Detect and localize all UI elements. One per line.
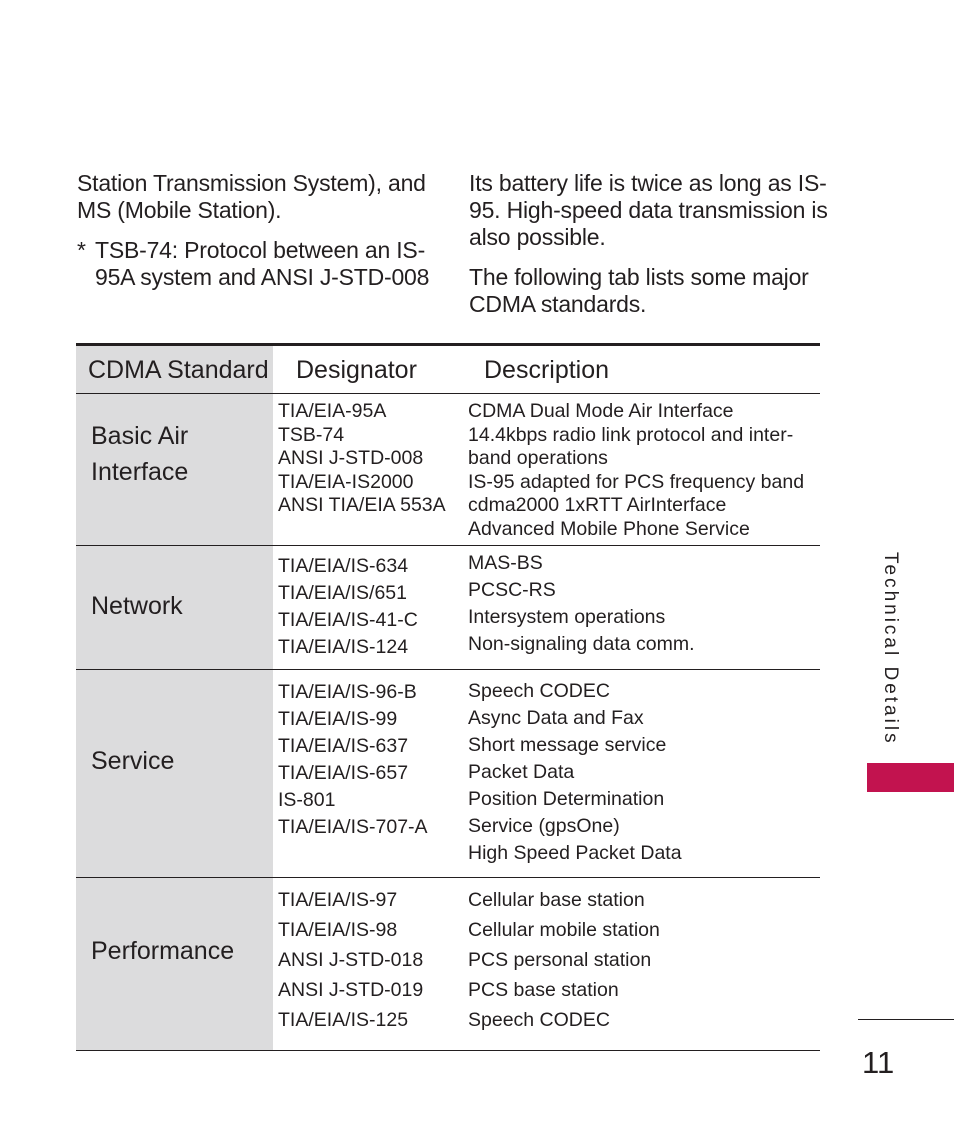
category-label <box>91 418 188 490</box>
description-item: Non-signaling data comm. <box>468 633 695 655</box>
description-item: CDMA Dual Mode Air Interface <box>468 400 734 422</box>
category-label-line: Performance <box>91 937 235 965</box>
category-label-line: Service <box>91 747 175 775</box>
left-text-column <box>77 170 437 291</box>
description-item: PCSC-RS <box>468 579 556 601</box>
designator-item: TIA/EIA/IS-637 <box>278 735 409 757</box>
header-designator: Designator <box>296 356 417 384</box>
description-item: Cellular base station <box>468 889 645 911</box>
designator-item: TIA/EIA/IS/651 <box>278 582 407 604</box>
page-number-rule <box>858 1019 954 1020</box>
description-list <box>468 885 818 1035</box>
category-label-line: Interface <box>91 458 189 486</box>
page-number: 11 <box>862 1045 895 1080</box>
designator-item: TIA/EIA/IS-96-B <box>278 681 417 703</box>
description-item: Position Determination <box>468 788 665 810</box>
table-row <box>76 394 820 546</box>
designator-item: ANSI TIA/EIA 553A <box>278 494 446 517</box>
section-tab-marker <box>867 763 954 792</box>
category-cell <box>76 878 273 1050</box>
description-item: Service (gpsOne) <box>468 815 620 837</box>
description-item: Advanced Mobile Phone Service <box>468 517 750 540</box>
description-item: IS-95 adapted for PCS frequency band <box>468 470 805 493</box>
table-header-row <box>76 343 820 394</box>
table-row <box>76 546 820 670</box>
category-label <box>91 933 234 969</box>
intro-right-paragraph-2: The following tab lists some major CDMA standards. <box>469 264 809 317</box>
description-item: MAS-BS <box>468 552 543 574</box>
category-cell <box>76 394 273 545</box>
designator-item: TIA/EIA-95A <box>278 400 387 422</box>
description-item: High Speed Packet Data <box>468 842 682 864</box>
designator-item: TIA/EIA/IS-124 <box>278 636 409 658</box>
designator-item: IS-801 <box>278 789 336 811</box>
category-cell <box>76 670 273 877</box>
section-tab-label: Technical Details <box>880 552 901 746</box>
description-list <box>468 550 818 658</box>
cdma-standards-table <box>76 343 820 1051</box>
designator-list <box>278 553 418 661</box>
description-item: Short message service <box>468 734 667 756</box>
right-text-column <box>469 170 829 318</box>
designator-item: ANSI J-STD-018 <box>278 949 424 971</box>
designator-list <box>278 885 423 1035</box>
bullet-text: TSB-74: Protocol between an IS-95A system and ANSI J-STD-008 <box>95 237 430 290</box>
designator-item: TIA/EIA/IS-707-A <box>278 816 428 838</box>
category-label <box>91 588 183 624</box>
designator-item: TSB-74 <box>278 423 345 446</box>
intro-right-paragraph-1: Its battery life is twice as long as IS-95. High-speed data transmission is also possible. <box>469 170 828 250</box>
designator-item: TIA/EIA/IS-125 <box>278 1009 409 1031</box>
designator-item: TIA/EIA-IS2000 <box>278 470 414 493</box>
description-list <box>468 400 818 542</box>
table-row <box>76 878 820 1051</box>
header-cdma-standard: CDMA Standard <box>88 356 269 384</box>
description-item: Speech CODEC <box>468 680 610 702</box>
designator-item: TIA/EIA/IS-41-C <box>278 609 418 631</box>
description-item: band operations <box>468 447 608 470</box>
designator-list <box>278 400 446 518</box>
category-cell <box>76 546 273 669</box>
designator-item: TIA/EIA/IS-657 <box>278 762 409 784</box>
description-item: PCS base station <box>468 979 619 1001</box>
designator-item: ANSI J-STD-019 <box>278 979 424 1001</box>
designator-item: ANSI J-STD-008 <box>278 447 424 470</box>
category-label <box>91 743 174 779</box>
table-body <box>76 394 820 1051</box>
intro-left-paragraph: Station Transmission System), and MS (Mobile Station). <box>77 170 426 223</box>
bullet-item <box>77 237 437 291</box>
designator-item: TIA/EIA/IS-98 <box>278 919 398 941</box>
designator-item: TIA/EIA/IS-634 <box>278 555 409 577</box>
description-item: Async Data and Fax <box>468 707 644 729</box>
table-row <box>76 670 820 878</box>
description-item: 14.4kbps radio link protocol and inter- <box>468 423 794 446</box>
designator-item: TIA/EIA/IS-99 <box>278 708 398 730</box>
description-item: cdma2000 1xRTT AirInterface <box>468 494 727 517</box>
description-item: Intersystem operations <box>468 606 666 628</box>
designator-list <box>278 679 428 841</box>
designator-item: TIA/EIA/IS-97 <box>278 889 398 911</box>
description-item: PCS personal station <box>468 949 652 971</box>
description-item: Speech CODEC <box>468 1009 610 1031</box>
description-item: Cellular mobile station <box>468 919 660 941</box>
header-description: Description <box>484 356 610 384</box>
description-list <box>468 678 818 867</box>
bullet-marker: * <box>77 237 86 263</box>
category-label-line: Basic Air <box>91 422 189 450</box>
description-item: Packet Data <box>468 761 575 783</box>
category-label-line: Network <box>91 592 183 620</box>
